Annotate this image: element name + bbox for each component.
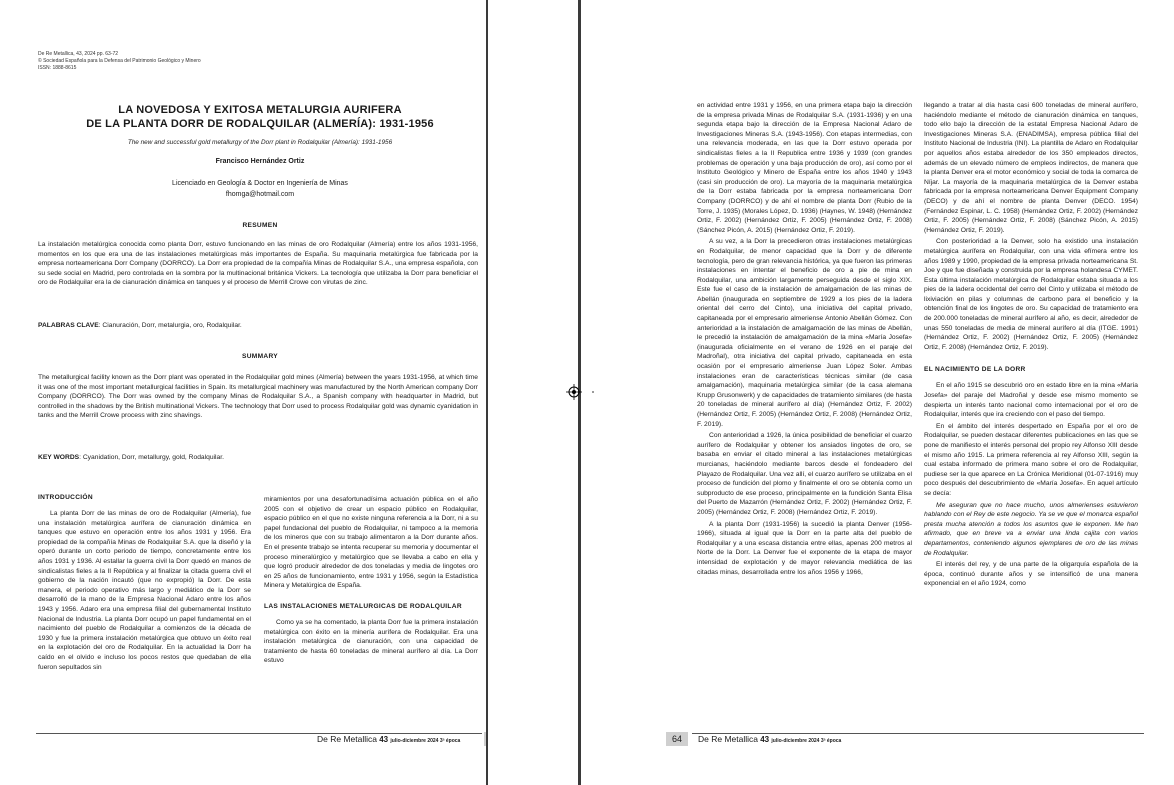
key-words xyxy=(38,453,478,463)
right-col2-para-3: En el año 1915 se descubrió oro en estado libre en la mina «María Josefa» del paraje del Madroñal y desde ese mismo momento se despierta un interés tanto nacional como internacional por el oro de Rodalquilar, interés que ira creciendo con el paso del tiempo. xyxy=(924,382,1138,419)
left-page-edge xyxy=(486,0,488,785)
resumen-heading: RESUMEN xyxy=(242,222,278,229)
title-line-2: DE LA PLANTA DORR DE RODALQUILAR (ALMERÍA): 1931-1956 xyxy=(86,118,434,130)
page-number-64: 64 xyxy=(666,732,688,746)
palabras-clave-text: : Cianuración, Dorr, metalurgia, oro, Rodalquilar. xyxy=(98,322,242,329)
author-email[interactable]: fhomga@hotmail.com xyxy=(225,191,295,198)
left-footer xyxy=(317,734,460,744)
instalaciones-heading: LAS INSTALACIONES METALURGICAS DE RODALQUILAR xyxy=(264,602,462,610)
left-column-1 xyxy=(38,494,251,672)
summary-text: The metallurgical facility known as the Dorr plant was operated in the Rodalquilar gold mines (Almería) between the years 1931-1956, at which time it was one of the most important metallurgical facilities in Spain. Its metallurgical machinery was manufactured by the North American company Dorr Company (DORRCO). The Dorr was owned by the company Minas de Rodalquilar S.A., a Spanish company with headquarter in Madrid, but controlled in the shadows by the British multinational Vickers. The technology that Dorr used to process Rodalquilar gold was dynamic cyanidation in tanks and the Merrill Crowe process with zinc shavings. xyxy=(38,374,478,420)
right-page xyxy=(594,0,1174,785)
right-col1-para-3: Con anterioridad a 1926, la única posibilidad de beneficiar el cuarzo aurífero de Rodalquilar y obtener los ansiados lingotes de oro, se basaba en enviar el citado mineral a las instalaciones metalúrgicas murcianas, haciéndolo mediante barcos desde el fondeadero del Playazo de Rodalquilar. Una vez allí, el cuarzo aurífero se utilizaba en el proceso de fundición del plomo y finalmente el oro se obtenía como un subproducto de ese proceso, principalmente en la fundición Santa Elisa del Puerto de Mazarrón (Hernández Ortiz, F. 2002) (Hernández Ortiz, F. 2005) (Hernández Ortiz, F. 2008) (Hernández Ortiz, F. 2019). xyxy=(697,432,912,516)
footer-journal: De Re Metallica xyxy=(698,734,758,744)
article-title xyxy=(40,103,480,131)
summary-heading: SUMMARY xyxy=(242,353,278,360)
footer-volume: 43 xyxy=(379,735,389,744)
author-name: Francisco Hernández Ortiz xyxy=(215,158,305,165)
key-words-label: KEY WORDS xyxy=(38,454,80,461)
right-col1-para-4: A la planta Dorr (1931-1956) la sucedió la planta Denver (1956-1966), situada al igual que la Dorr en la parte alta del pueblo de Rodalquilar y a una escasa distancia entre ellas, apenas 200 metros al Norte de la Dorr. La Denver fue el exponente de la etapa de mayor intensidad de explotación y de mayor relevancia mediática de las citadas minas, desarrollada entre los años 1956 y 1966, xyxy=(697,520,912,576)
palabras-clave-label: PALABRAS CLAVE xyxy=(38,322,99,329)
author-affiliation xyxy=(40,178,480,200)
right-footer xyxy=(698,734,841,744)
right-col1-para-1: en actividad entre 1931 y 1956, en una primera etapa bajo la dirección de la empresa privada Minas de Rodalquilar S.A. (1931-1936) y en una segunda etapa bajo la dirección de la Empresa Nacional Adaro de Investigaciones Mineras S.A. (1943-1956). Con etapas intermedias, con una relevancia moderada, en las que la Dorr estuvo operada por sindicalistas fieles a la II Republica entre 1936 y 1939 (con grandes problemas de operación y una baja producción de oro), así como por el Instituto Geológico y Minero de España entre los años 1940 y 1943 (casi sin producción de oro). La mayoría de la maquinaria metalúrgica de la Dorr estaba fabricada por la empresa norteamericana Dorr Company (DORRCO) y de ahí el nombre de planta Dorr (Rubio de la Torre, J. 1935) (Morales López, D. 1936) (Haynes, W. 1948) (Hernández Ortiz, F. 2002) (Hernández Ortiz, F. 2005) (Hernández Ortiz, F. 2008) (Sánchez Picón, A. 2015) (Hernández Ortiz, F. 2019). xyxy=(697,102,912,234)
nacimiento-heading: EL NACIMIENTO DE LA DORR xyxy=(924,366,1026,374)
palabras-clave xyxy=(38,321,478,331)
rey-quote: Me aseguran que no hace mucho, unos almerienses estuvieron hablando con el Rey de este negocio. Ya se ve que el monarca español presta mucha atención a todos los asuntos que le exponen. Me han afirmado, que en breve va a enviar una linda cajita con varios departamentos, conteniendo algunos ejemplares de oro de las minas de Rodalquilar. xyxy=(924,501,1138,557)
left-page xyxy=(0,0,486,785)
publication-meta xyxy=(38,51,201,72)
affiliation-text: Licenciado en Geología & Doctor en Ingeniería de Minas xyxy=(172,180,348,187)
article-subtitle: The new and successful gold metallurgy of the Dorr plant in Rodalquilar (Almería): 1931-1956 xyxy=(127,139,393,146)
resumen-text: La instalación metalúrgica conocida como planta Dorr, estuvo funcionando en las minas de oro Rodalquilar (Almería) entre los años 1931-1956, momentos en los que era una de las instalaciones metalúrgicas más importantes de España. Su maquinaria metalúrgica fue fabricada por la empresa norteamericana Dorr Company (DORRCO). La Dorr era propiedad de la compañía Minas de Rodalquilar S.A., una empresa española, con su sede social en Madrid, pero controlada en la sombra por la multinacional británica Vickers. La tecnología que utilizaba la Dorr para beneficiar el oro de Rodalquilar era la de cianuración dinámica en tanques y el proceso de Merrill Crowe con virutas de zinc. xyxy=(38,241,478,287)
footer-journal: De Re Metallica xyxy=(317,734,377,744)
intro-continued-text: miramientos por una desafortunadísima actuación pública en el año 2005 con el objetivo de crear un espacio público en Rodalquilar, espacio público en el que no existe ninguna referencia a la Dorr, ni a su papel fundacional del pueblo de Rodalquilar, ni tampoco a la memoria de los mineros que con su trabajo alimentaron a la Dorr durante años. En el presente trabajo se intenta recuperar su memoria y documentar el proceso mineralúrgico y metalúrgico que se llevaba a cabo en ella y que logró producir alrededor de dos toneladas y media de lingotes oro en 25 años de funcionamiento, entre 1931 y 1956, según la Estadística Minera y Metalúrgica de España. xyxy=(264,496,478,590)
footer-issue: julio-diciembre 2024 3ª época xyxy=(771,738,842,744)
footer-issue: julio-diciembre 2024 3ª época xyxy=(390,738,461,744)
right-col2-para-5: El interés del rey, y de una parte de la oligarquía española de la época, continuó durante años y se intensificó de una manera exponencial en el año 1924, como xyxy=(924,561,1138,588)
right-col2-para-4: En el ámbito del interés despertado en España por el oro de Rodalquilar, se pueden destacar diferentes publicaciones en las que se pone de manifiesto el interés personal del propio rey Alfonso XIII desde el mismo año 1915. La primera referencia al rey Alfonso XIII, según la cual estaba informado de primera mano sobre el oro de Rodalquilar, pudiese ser la que aparece en La Crónica Meridional (01-07-1916) muy poco después del descubrimiento de «María Josefa». En aquel artículo se decía: xyxy=(924,422,1138,497)
meta-copyright: © Sociedad Española para la Defensa del Patrimonio Geológico y Minero xyxy=(38,58,201,64)
instalaciones-text: Como ya se ha comentado, la planta Dorr fue la primera instalación metalúrgica con éxito en la minería aurífera de Rodalquilar. Era una instalación metalúrgica de cianuración, con una capacidad de tratamiento de hasta 60 toneladas de mineral aurífero al día. La Dorr estuvo xyxy=(264,618,478,665)
right-col2-para-2: Con posterioridad a la Denver, solo ha existido una instalación metalúrgica aurífera en Rodalquilar, con una vida efímera entre los años 1989 y 1990, propiedad de la empresa privada norteamericana St. Joe y que fue diseñada y construida por la empresa holandesa CYMET. Esta última instalación metalúrgica de Rodalquilar estaba situada a los pies de la ladera occidental del cerro del Cinto y utilizaba el método de lixiviación en pilas y columnas de carbono para el beneficio y la obtención final de los lingotes de oro. Su capacidad de tratamiento era de 200.000 toneladas de mineral aurífero al año, es decir, alrededor de unas 550 toneladas de media de mineral aurífero al día (ITGE. 1991) (Hernández Ortiz, F. 2002) (Hernández Ortiz, F. 2005) (Hernández Ortiz, F. 2008) (Hernández Ortiz, F. 2019). xyxy=(924,238,1138,351)
key-words-text: : Cyanidation, Dorr, metallurgy, gold, Rodalquilar. xyxy=(79,454,224,461)
title-line-1: LA NOVEDOSA Y EXITOSA METALURGIA AURIFERA xyxy=(118,104,402,116)
right-column-2 xyxy=(924,101,1138,589)
left-column-2 xyxy=(264,495,478,666)
meta-citation: De Re Metallica, 43, 2024 pp. 63-72 xyxy=(38,51,119,57)
meta-issn: ISSN: 1888-8615 xyxy=(38,65,77,71)
right-col2-para-1: llegando a tratar al día hasta casi 600 toneladas de mineral aurífero, haciéndolo mediante el método de cianuración dinámica en tanques, todo ello bajo la dirección de la estatal Empresa Nacional Adaro de Investigaciones Mineras S.A. (ENADIMSA), empresa pública filial del Instituto Nacional de Industria (INI). La plantilla de Adaro en Rodalquilar por aquellos años estaba alrededor de los 350 empleados directos, además de un elevado número de empleos indirectos, de manera que la planta Denver era el motor económico y social de toda la comarca de Níjar. La mayoría de la maquinaria metalúrgica de la Denver estaba fabricada por la empresa norteamericana Denver Equipment Company (DECO) y de ahí el nombre de planta Denver (DECO. 1954) (Fernández Espinar, L. C. 1958) (Hernández Ortiz, F. 2002) (Hernández Ortiz, F. 2005) (Hernández Ortiz, F. 2008) (Sánchez Picón, A. 2015) (Hernández Ortiz, F. 2019). xyxy=(924,102,1138,234)
intro-text: La planta Dorr de las minas de oro de Rodalquilar (Almería), fue una instalación metalúrgica aurífera de cianuración dinámica en tanques que estuvo en operación entre los años 1931 y 1956. Era propiedad de la compañía Minas de Rodalquilar S.A. que la diseñó y la operó durante un corto periodo de tiempo, concretamente entre los años 1931 y 1936. Al estallar la guerra civil la Dorr quedó en manos de sindicalistas fieles a la II República y al finalizar la citada guerra civil el gobierno de la nación incautó (que no expropió) la Dorr. De esta manera, el periodo operativo más largo y mediático de la Dorr se desarrolló de la mano de la Empresa Nacional Adaro entre los años 1943 y 1956. Adaro era una empresa filial del gubernamental Instituto Nacional de Industria. La planta Dorr ocupó un papel fundamental en el nacimiento del pueblo de Rodalquilar a comienzos de la década de 1930 y fue la primera instalación metalúrgica que obtuvo un éxito real en la explotación del oro de Rodalquilar. En la actualidad la Dorr ha caído en el olvido e incluso los pocos restos que quedaban de ella fueron sepultados sin xyxy=(38,510,251,671)
registration-mark-icon xyxy=(566,384,582,400)
intro-heading: INTRODUCCIÓN xyxy=(38,494,93,501)
footer-volume: 43 xyxy=(760,735,770,744)
right-col1-para-2: A su vez, a la Dorr la precedieron otras instalaciones metalúrgicas en Rodalquilar, de menor capacidad que la Dorr y de diferente tecnología, pero de gran relevancia histórica, ya que fueron las primeras instalaciones en intentar el beneficio de oro a pie de mina en Rodalquilar, una ambición largamente perseguida desde el siglo XIX. Este fue el caso de la instalación de amalgamación de las minas de Abellán (inaugurada en septiembre de 1929 a los pies de la ladera oriental del cerro del Cinto), una iniciativa del capital privado, capitaneada por el empresario almeriense Antonio Abellán Gómez. Con anterioridad a la instalación de amalgamación de las minas de Abellán, le precedió la instalación de amalgamación de la mina «María Josefa» (inaugurada oficialmente en el verano de 1926 en el paraje del Madroñal), otra iniciativa del capital privado, capitaneada en esta ocasión por el empresario almeriense Juan López Soler. Ambas instalaciones eran de características técnicas similar (de casa amalgamación), maquinaria metalúrgica similar (de la casa alemana Krupp Grusonwerk) y de capacidades de tratamiento similares (de hasta 20 toneladas de mineral aurífero al día) (Hernández Ortiz, F. 2002) (Hernández Ortiz, F. 2005) (Hernández Ortiz, F. 2008) (Hernández Ortiz, F. 2019). xyxy=(697,238,912,428)
right-column-1 xyxy=(697,101,912,577)
